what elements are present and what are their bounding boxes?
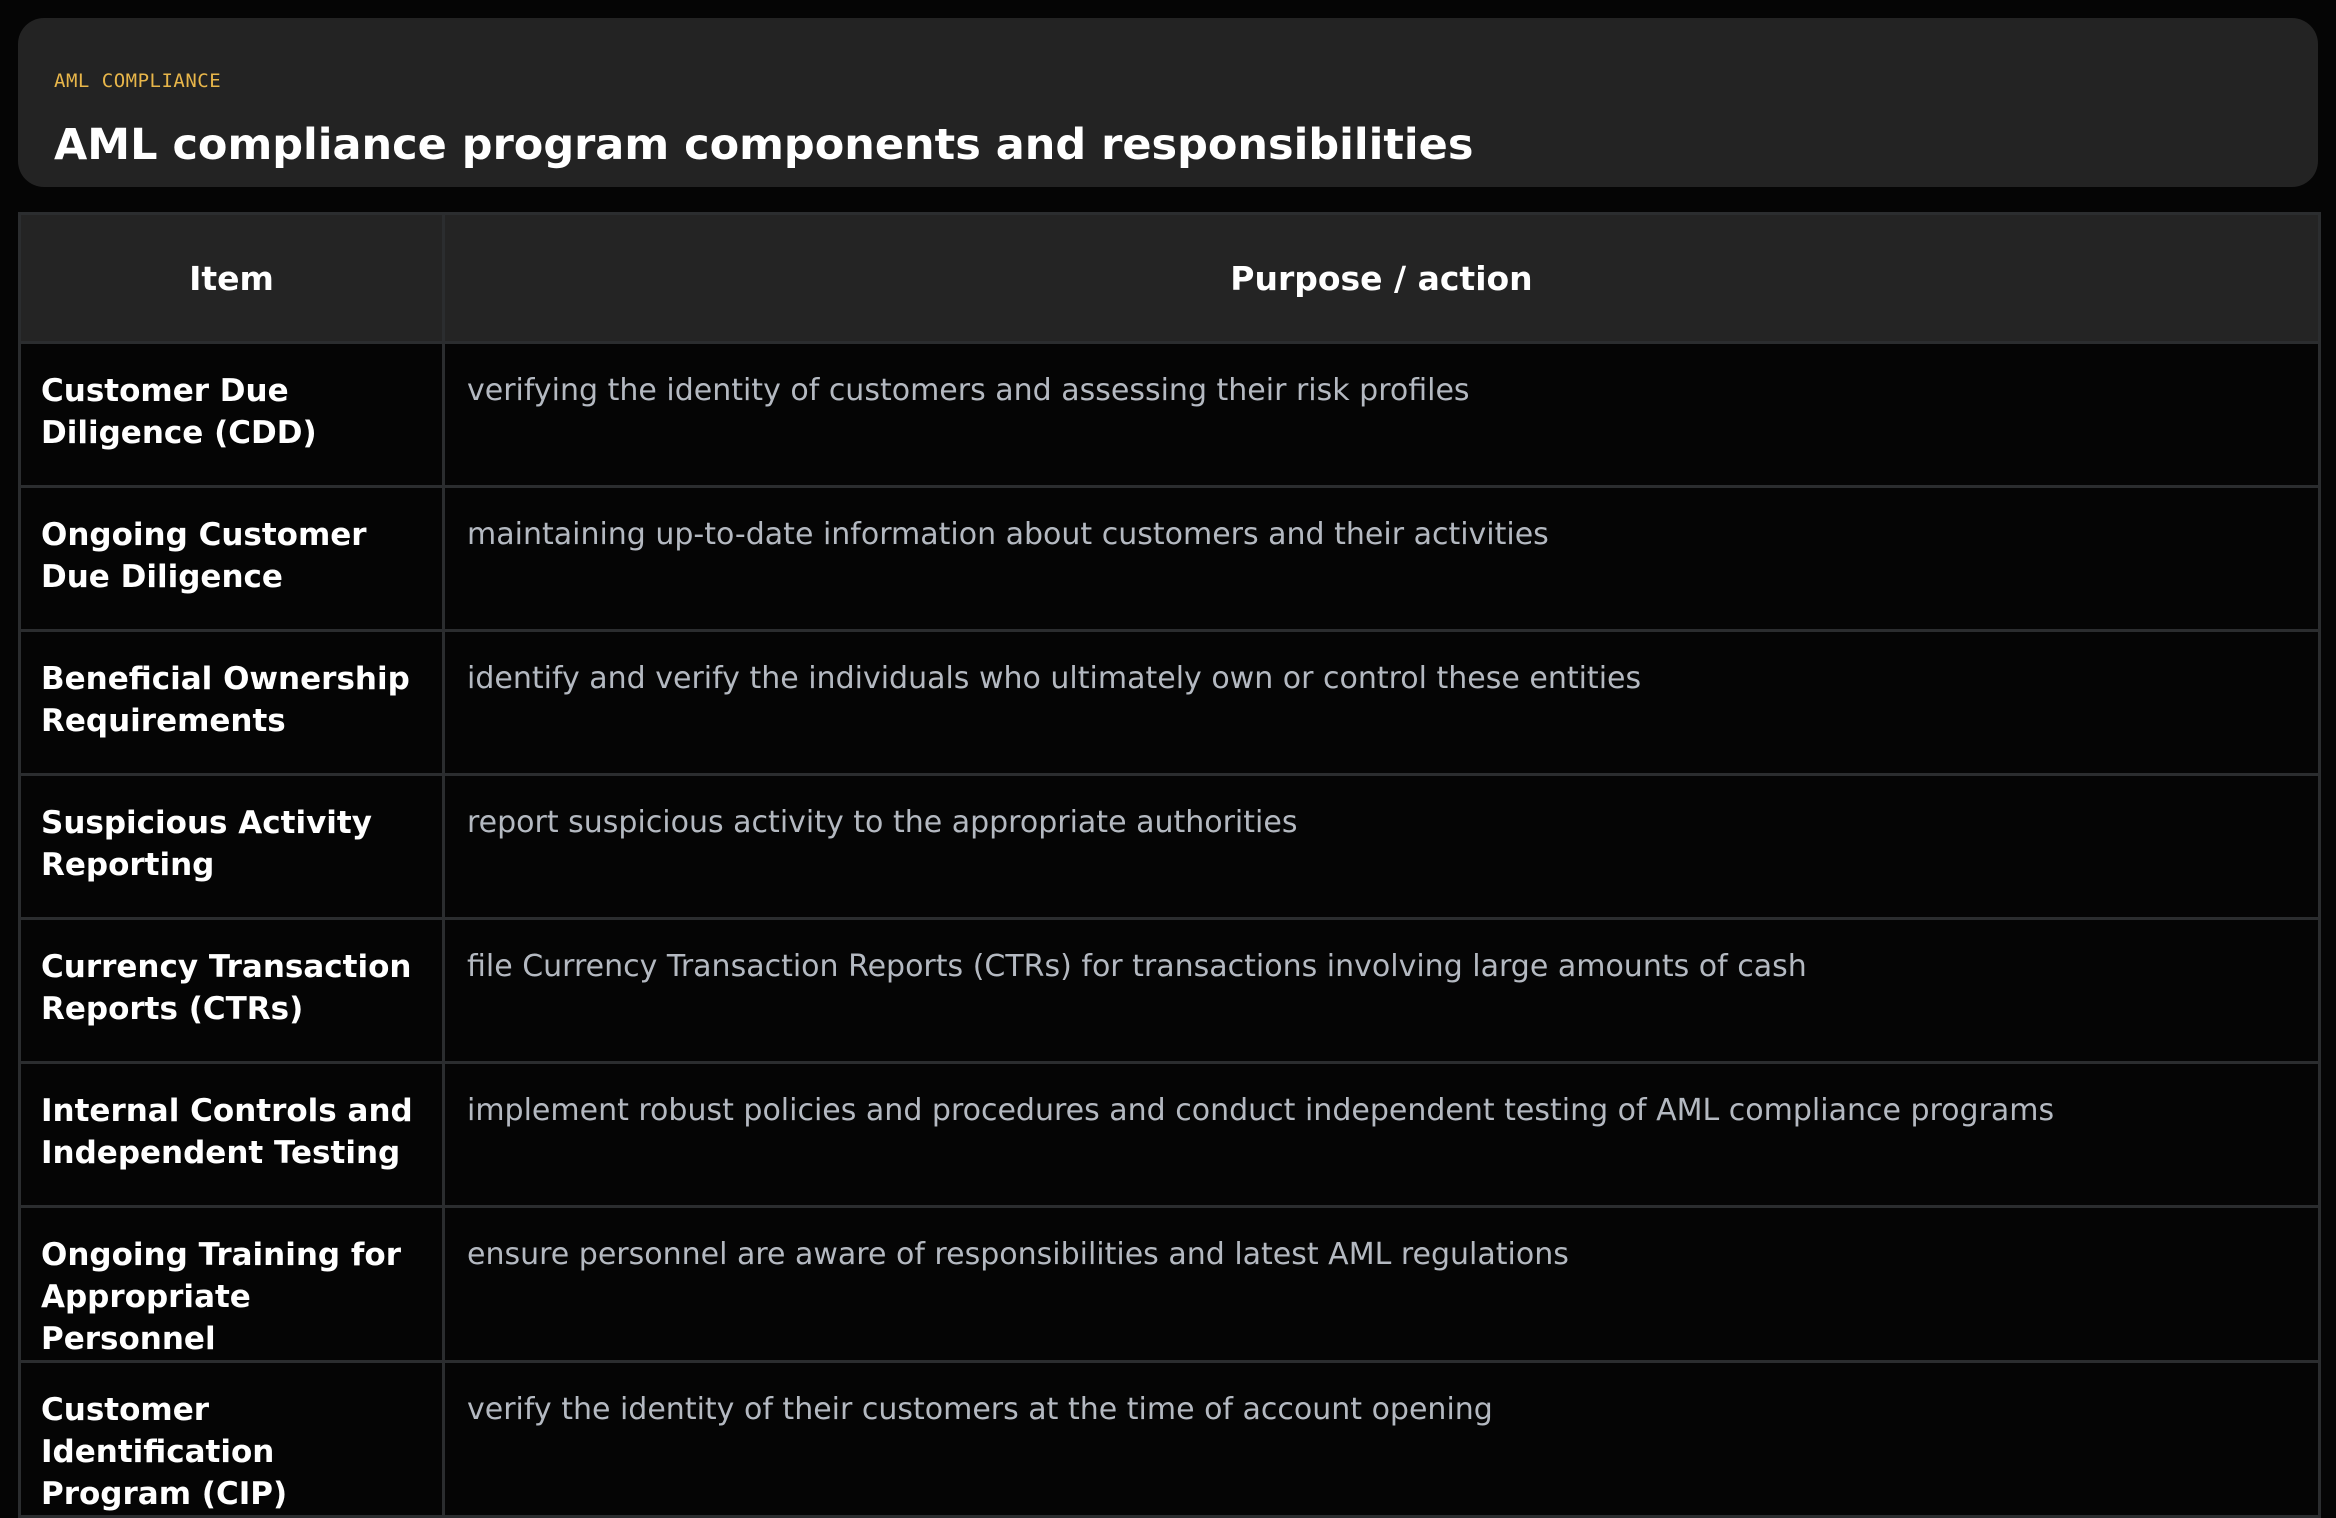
purpose-cell: verify the identity of their customers at the time of account opening — [444, 1362, 2320, 1517]
table-row — [20, 1362, 2320, 1517]
item-cell: Ongoing Training for Appropriate Personnel — [20, 1207, 444, 1362]
purpose-cell: report suspicious activity to the appropriate authorities — [444, 775, 2320, 919]
header-card — [18, 18, 2318, 187]
column-header-purpose: Purpose / action — [444, 214, 2320, 343]
table-row — [20, 1207, 2320, 1362]
purpose-cell: file Currency Transaction Reports (CTRs) for transactions involving large amounts of cash — [444, 919, 2320, 1063]
compliance-table — [18, 212, 2321, 1518]
purpose-cell: maintaining up-to-date information about customers and their activities — [444, 487, 2320, 631]
table-row — [20, 919, 2320, 1063]
item-cell: Customer Due Diligence (CDD) — [20, 343, 444, 487]
column-header-item: Item — [20, 214, 444, 343]
table-header-row — [20, 214, 2320, 343]
table-row — [20, 631, 2320, 775]
purpose-cell: ensure personnel are aware of responsibilities and latest AML regulations — [444, 1207, 2320, 1362]
table-row — [20, 775, 2320, 919]
purpose-cell: identify and verify the individuals who ultimately own or control these entities — [444, 631, 2320, 775]
table-row — [20, 487, 2320, 631]
item-cell: Internal Controls and Independent Testing — [20, 1063, 444, 1207]
item-cell: Beneficial Ownership Requirements — [20, 631, 444, 775]
section-eyebrow: AML COMPLIANCE — [54, 70, 222, 92]
purpose-cell: verifying the identity of customers and assessing their risk profiles — [444, 343, 2320, 487]
compliance-table-container — [18, 212, 2318, 1512]
table-row — [20, 1063, 2320, 1207]
item-cell: Ongoing Customer Due Diligence — [20, 487, 444, 631]
item-cell: Currency Transaction Reports (CTRs) — [20, 919, 444, 1063]
page-title: AML compliance program components and responsibilities — [54, 120, 1474, 170]
item-cell: Customer Identification Program (CIP) — [20, 1362, 444, 1517]
purpose-cell: implement robust policies and procedures and conduct independent testing of AML compliance programs — [444, 1063, 2320, 1207]
item-cell: Suspicious Activity Reporting — [20, 775, 444, 919]
table-row — [20, 343, 2320, 487]
